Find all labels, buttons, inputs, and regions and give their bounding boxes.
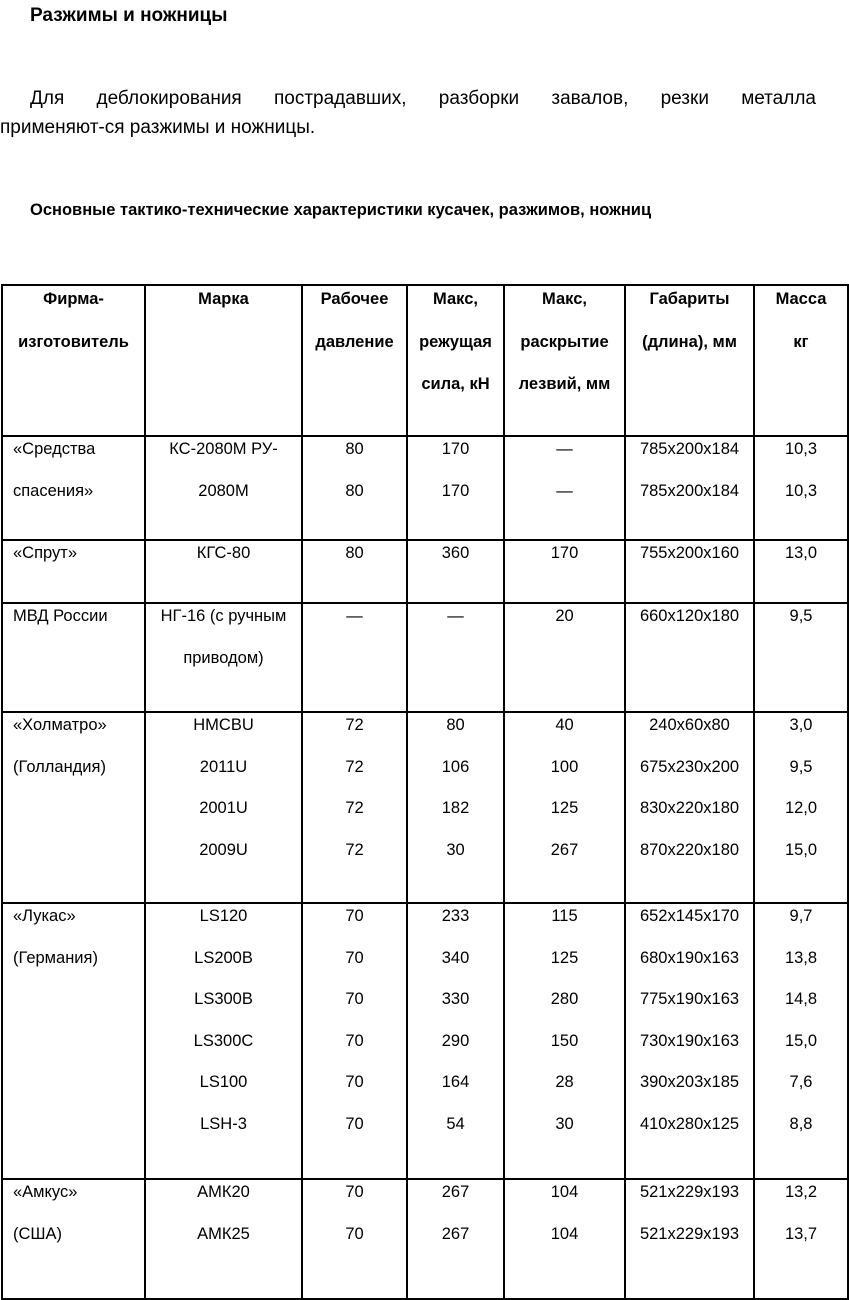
cell-text: 13,7 <box>784 1224 818 1243</box>
cell-opening <box>504 903 625 1179</box>
cell-text: 30 <box>446 840 465 859</box>
cell-text: LS300C <box>193 1031 254 1050</box>
header-text: режущая <box>419 332 492 351</box>
table-caption: Основные тактико-технические характеристики кусачек, разжимов, ножниц <box>30 201 652 219</box>
cell-text: 9,7 <box>789 907 813 925</box>
word: металла <box>741 88 816 109</box>
specs-table <box>1 284 849 1300</box>
header-text: лезвий, мм <box>518 375 611 393</box>
cell-text: 267 <box>441 1224 470 1243</box>
cell-text: 20 <box>555 607 574 625</box>
cell-pressure <box>302 903 407 1179</box>
cell-model <box>145 436 302 540</box>
cell-text: 2001U <box>199 799 248 817</box>
cell-dims <box>625 903 754 1179</box>
word: разборки <box>438 88 520 109</box>
cell-text: «Спрут» <box>13 544 78 562</box>
cell-mass <box>754 712 848 903</box>
cell-text: 2009U <box>199 840 248 859</box>
column-header-model <box>145 285 302 436</box>
cell-text: 164 <box>441 1073 470 1091</box>
cell-text: 14,8 <box>784 990 818 1008</box>
page-title: Разжимы и ножницы <box>30 5 228 26</box>
cell-model <box>145 712 302 903</box>
cell-text: LS100 <box>199 1073 248 1091</box>
cell-dims <box>625 540 754 603</box>
cell-text: «Лукас» <box>13 907 76 925</box>
cell-text: 9,5 <box>789 757 813 776</box>
header-text: Рабочее <box>320 290 389 308</box>
cell-text: — <box>447 607 464 625</box>
cell-text: «Холматро» <box>13 716 107 734</box>
cell-text: 280 <box>550 990 579 1008</box>
header-text: раскрытие <box>520 332 609 351</box>
cell-text: (Германия) <box>13 948 98 967</box>
header-text: давление <box>315 332 394 351</box>
cell-text: LS300B <box>194 990 253 1008</box>
cell-opening <box>504 712 625 903</box>
cell-text: 12,0 <box>784 799 818 817</box>
cell-firm <box>2 540 145 603</box>
cell-text: 240x60x80 <box>649 716 730 734</box>
cell-text: 290 <box>441 1031 470 1050</box>
cell-pressure <box>302 712 407 903</box>
cell-text: 267 <box>550 840 579 859</box>
cell-text: 54 <box>446 1114 465 1133</box>
cell-text: 15,0 <box>784 1031 818 1050</box>
cell-model <box>145 1179 302 1299</box>
cell-text: 70 <box>345 948 364 967</box>
cell-text: 170 <box>441 440 470 458</box>
cell-opening <box>504 603 625 712</box>
cell-pressure <box>302 603 407 712</box>
cell-text: 360 <box>441 544 470 562</box>
cell-text: 125 <box>550 948 579 967</box>
header-row <box>2 285 848 436</box>
cell-firm <box>2 436 145 540</box>
cell-text: 15,0 <box>784 840 818 859</box>
cell-text: 70 <box>345 990 364 1008</box>
cell-text: 104 <box>550 1224 579 1243</box>
cell-text: 72 <box>345 799 364 817</box>
cell-text: 70 <box>345 1114 364 1133</box>
cell-text: «Амкус» <box>13 1183 78 1201</box>
cell-text: 80 <box>345 440 364 458</box>
cell-text: 40 <box>555 716 574 734</box>
cell-text: 521x229x193 <box>639 1183 740 1201</box>
header-text: изготовитель <box>18 332 129 351</box>
cell-text: 785x200x184 <box>639 481 740 500</box>
cell-text: КС-2080М РУ- <box>169 440 278 458</box>
cell-text: 9,5 <box>789 607 813 625</box>
cell-text: LS120 <box>199 907 248 925</box>
cell-force <box>407 1179 504 1299</box>
cell-text: 70 <box>345 1224 364 1243</box>
cell-text: 100 <box>550 757 579 776</box>
cell-text: 10,3 <box>784 481 818 500</box>
cell-text: приводом) <box>183 648 264 667</box>
cell-force <box>407 903 504 1179</box>
cell-dims <box>625 436 754 540</box>
cell-text: 730x190x163 <box>639 1031 740 1050</box>
cell-mass <box>754 1179 848 1299</box>
cell-text: 390x203x185 <box>639 1073 740 1091</box>
cell-text: 115 <box>551 907 578 925</box>
cell-mass <box>754 603 848 712</box>
cell-force <box>407 436 504 540</box>
table-row <box>2 436 848 540</box>
cell-text: АМК25 <box>197 1224 250 1243</box>
cell-mass <box>754 436 848 540</box>
cell-model <box>145 603 302 712</box>
cell-text: — <box>556 481 573 500</box>
cell-text: 3,0 <box>789 716 813 734</box>
cell-text: 755x200x160 <box>639 544 740 562</box>
cell-text: 2080М <box>198 481 249 500</box>
intro-paragraph-line-2: применяют-ся разжимы и ножницы. <box>0 117 316 138</box>
cell-text: 106 <box>441 757 470 776</box>
header-text: Марка <box>198 290 249 308</box>
cell-text: 675x230x200 <box>639 757 740 776</box>
cell-text: 80 <box>345 544 364 562</box>
cell-text: 72 <box>345 716 364 734</box>
cell-text: 104 <box>550 1183 579 1201</box>
cell-opening <box>504 540 625 603</box>
header-text: Габариты <box>649 290 730 308</box>
cell-text: 330 <box>441 990 470 1008</box>
cell-text: 72 <box>345 840 364 859</box>
cell-text: (США) <box>13 1224 63 1243</box>
cell-text: 785x200x184 <box>639 440 740 458</box>
word: Для <box>30 88 65 109</box>
intro-paragraph-line-1 <box>30 88 816 110</box>
cell-text: «Средства <box>13 440 96 458</box>
header-text: Макс, <box>542 290 587 308</box>
column-header-firm <box>2 285 145 436</box>
cell-mass <box>754 903 848 1179</box>
cell-firm <box>2 603 145 712</box>
header-text: Макс, <box>433 290 478 308</box>
cell-text: 72 <box>345 757 364 776</box>
table-row <box>2 1179 848 1299</box>
cell-mass <box>754 540 848 603</box>
cell-text: 125 <box>550 799 579 817</box>
cell-text: 870x220x180 <box>639 840 740 859</box>
word: пострадавших, <box>273 88 407 109</box>
cell-text: 7,6 <box>789 1073 813 1091</box>
cell-text: — <box>346 607 363 625</box>
cell-firm <box>2 1179 145 1299</box>
cell-firm <box>2 712 145 903</box>
cell-text: 70 <box>345 907 364 925</box>
cell-text: 170 <box>441 481 470 500</box>
cell-text: 521x229x193 <box>639 1224 740 1243</box>
header-text: сила, кН <box>421 375 490 393</box>
cell-text: 775x190x163 <box>639 990 740 1008</box>
cell-text: 410x280x125 <box>639 1114 740 1133</box>
cell-text: 2011U <box>199 757 248 776</box>
cell-dims <box>625 603 754 712</box>
column-header-dims <box>625 285 754 436</box>
cell-text: 170 <box>550 544 579 562</box>
table-row <box>2 903 848 1179</box>
word: завалов, <box>551 88 629 109</box>
column-header-pressure <box>302 285 407 436</box>
column-header-force <box>407 285 504 436</box>
table-row <box>2 712 848 903</box>
cell-pressure <box>302 1179 407 1299</box>
cell-text: 830x220x180 <box>639 799 740 817</box>
cell-text: LS200B <box>194 948 253 967</box>
table-row <box>2 603 848 712</box>
cell-force <box>407 540 504 603</box>
cell-text: 13,2 <box>784 1183 818 1201</box>
cell-text: 70 <box>345 1183 364 1201</box>
column-header-opening <box>504 285 625 436</box>
column-header-mass <box>754 285 848 436</box>
cell-text: HMCBU <box>193 716 254 734</box>
cell-text: НГ-16 (с ручным <box>160 607 287 625</box>
cell-text: 80 <box>446 716 465 734</box>
cell-pressure <box>302 436 407 540</box>
header-text: Масса <box>775 290 827 308</box>
header-text: кг <box>793 332 809 351</box>
cell-text: 13,0 <box>784 544 818 562</box>
cell-text: МВД России <box>13 607 108 625</box>
cell-text: 182 <box>441 799 470 817</box>
cell-text: (Голландия) <box>13 757 106 776</box>
cell-firm <box>2 903 145 1179</box>
cell-text: 340 <box>441 948 470 967</box>
cell-text: 660x120x180 <box>639 607 740 625</box>
cell-force <box>407 712 504 903</box>
cell-text: 80 <box>345 481 364 500</box>
cell-model <box>145 540 302 603</box>
cell-opening <box>504 436 625 540</box>
cell-text: 70 <box>345 1073 364 1091</box>
word: деблокирования <box>96 88 242 109</box>
cell-text: — <box>556 440 573 458</box>
cell-text: 652x145x170 <box>639 907 740 925</box>
cell-text: КГС-80 <box>196 544 251 562</box>
cell-force <box>407 603 504 712</box>
cell-text: 13,8 <box>784 948 818 967</box>
cell-text: 70 <box>345 1031 364 1050</box>
cell-text: LSH-3 <box>200 1114 247 1133</box>
cell-text: АМК20 <box>197 1183 250 1201</box>
cell-text: 30 <box>555 1114 574 1133</box>
header-text: (длина), мм <box>642 332 737 351</box>
cell-text: 8,8 <box>789 1114 813 1133</box>
cell-dims <box>625 712 754 903</box>
cell-text: 680x190x163 <box>639 948 740 967</box>
cell-model <box>145 903 302 1179</box>
cell-text: спасения» <box>13 481 94 500</box>
cell-opening <box>504 1179 625 1299</box>
cell-text: 28 <box>555 1073 574 1091</box>
table-row <box>2 540 848 603</box>
cell-text: 267 <box>441 1183 470 1201</box>
cell-dims <box>625 1179 754 1299</box>
cell-text: 150 <box>550 1031 579 1050</box>
cell-pressure <box>302 540 407 603</box>
cell-text: 233 <box>441 907 470 925</box>
cell-text: 10,3 <box>784 440 818 458</box>
header-text: Фирма- <box>43 290 104 308</box>
word: резки <box>660 88 709 109</box>
